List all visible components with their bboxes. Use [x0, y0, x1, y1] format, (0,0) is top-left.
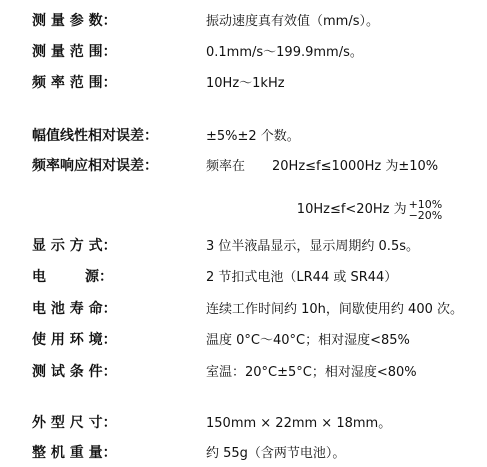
spec-row-power [0, 266, 487, 288]
spec-value: 3 位半液晶显示，显示周期约 0.5s。 [206, 239, 419, 254]
spec-row-frequency-range [0, 72, 487, 94]
spec-row-environment [0, 329, 487, 351]
spec-value-line2: 10Hz≤f<20Hz 为 [296, 202, 407, 217]
spec-value-line1: 20Hz≤f≤1000Hz 为±10% [272, 159, 439, 174]
spec-value: 连续工作时间约 10h，间歇使用约 400 次。 [206, 302, 463, 317]
spec-label: 电 源： [32, 269, 113, 285]
spec-label: 测 量 范 围： [32, 44, 117, 60]
spec-row-weight [0, 442, 487, 464]
spec-value-line2-wrap [272, 183, 442, 236]
spec-value: 室温：20°C±5°C；相对湿度<80% [206, 365, 417, 380]
spec-label: 使 用 环 境： [32, 332, 117, 348]
spec-value: 150mm × 22mm × 18mm。 [206, 416, 392, 431]
spec-row-display-mode [0, 235, 487, 257]
spec-label: 幅值线性相对误差： [32, 128, 158, 144]
spec-label: 测 试 条 件： [32, 364, 117, 380]
spec-value: 约 55g（含两节电池）。 [206, 446, 346, 461]
spec-label: 外 型 尺 寸： [32, 415, 117, 431]
spec-value-prefix: 频率在 [206, 159, 246, 174]
spec-value: ±5%±2 个数。 [206, 129, 300, 144]
spec-row-measure-range [0, 41, 487, 63]
spec-label: 整 机 重 量： [32, 445, 117, 461]
spec-row-measure-param [0, 10, 487, 32]
spec-value: 0.1mm/s～199.9mm/s。 [206, 45, 363, 60]
tolerance-fraction [409, 199, 443, 221]
spec-value: 温度 0°C～40°C；相对湿度<85% [206, 333, 410, 348]
spec-label: 频率响应相对误差： [32, 158, 158, 174]
spec-value: 振动速度真有效值（mm/s）。 [206, 14, 379, 29]
spec-row-battery-life [0, 298, 487, 320]
tolerance-upper: +10% [408, 197, 443, 211]
spec-row-dimensions [0, 412, 487, 434]
spec-label: 测 量 参 数： [32, 13, 117, 29]
spec-row-amplitude-linearity [0, 125, 487, 147]
spec-row-test-conditions [0, 361, 487, 383]
spec-value: 10Hz～1kHz [206, 76, 285, 91]
spec-label: 显 示 方 式： [32, 238, 117, 254]
spec-value: 2 节扣式电池（LR44 或 SR44） [206, 270, 398, 285]
spec-row-frequency-response [0, 155, 487, 222]
tolerance-lower: −20% [408, 208, 443, 222]
spec-label: 频 率 范 围： [32, 75, 117, 91]
spec-label: 电 池 寿 命： [32, 301, 117, 317]
